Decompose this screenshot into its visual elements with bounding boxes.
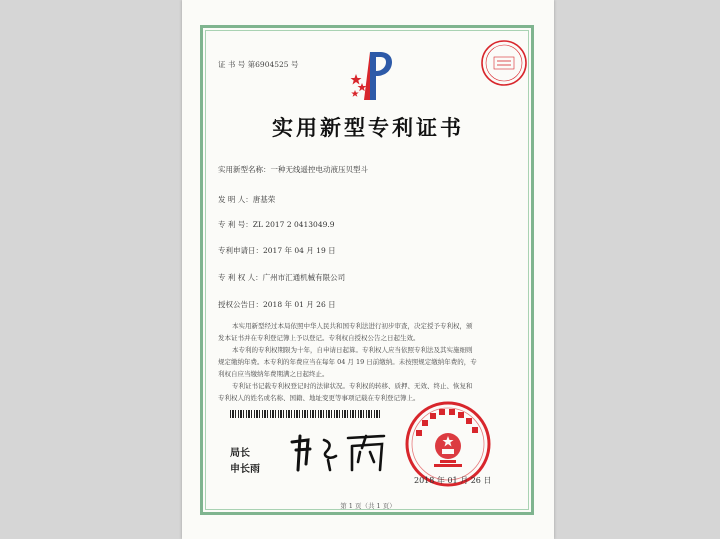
signature-icon: [286, 430, 396, 478]
page-indicator: 第 1 页（共 1 页）: [340, 502, 396, 510]
inventor: 发 明 人：唐基荣: [218, 195, 276, 204]
barcode: [230, 410, 380, 418]
grant-date: 授权公告日：2018 年 01 月 26 日: [218, 300, 336, 309]
body-line-1: 本实用新型经过本局依照中华人民共和国专利法进行初步审查，决定授予专利权，颁: [232, 322, 473, 330]
patentee: 专 利 权 人：广州市汇通机械有限公司: [218, 273, 346, 282]
director-title: 局长: [230, 448, 250, 459]
body-line-3: 本专利的专利权期限为十年，自申请日起算。专利权人应当依照专利法及其实施细则: [232, 346, 473, 354]
director-name: 申长雨: [230, 464, 260, 475]
certificate-number: 证 书 号 第6904525 号: [218, 60, 299, 69]
application-date: 专利申请日：2017 年 04 月 19 日: [218, 246, 336, 255]
agency-stamp-icon: [480, 39, 528, 91]
patent-number: 专 利 号：ZL 2017 2 0413049.9: [218, 220, 335, 229]
utility-model-name: 实用新型名称：一种无线遥控电动液压贝型斗: [218, 165, 368, 174]
body-line-7: 专利权人的姓名或名称、国籍、地址变更等事项记载在专利登记簿上。: [218, 394, 420, 402]
certificate-page: [182, 0, 554, 539]
certificate-title: 实用新型专利证书: [272, 115, 464, 140]
body-line-6: 专利证书记载专利权登记时的法律状况。专利权的转移、质押、无效、终止、恢复和: [232, 382, 473, 390]
body-line-2: 发本证书并在专利登记簿上予以登记。专利权自授权公告之日起生效。: [218, 334, 420, 342]
seal-date: 2018 年 01 月 26 日: [414, 476, 492, 485]
cnipa-logo-icon: [350, 46, 394, 108]
body-line-4: 规定缴纳年费。本专利的年费应当在每年 04 月 19 日前缴纳。未按照规定缴纳年费的，专: [218, 358, 477, 366]
body-line-5: 利权自应当缴纳年费期满之日起终止。: [218, 370, 329, 378]
